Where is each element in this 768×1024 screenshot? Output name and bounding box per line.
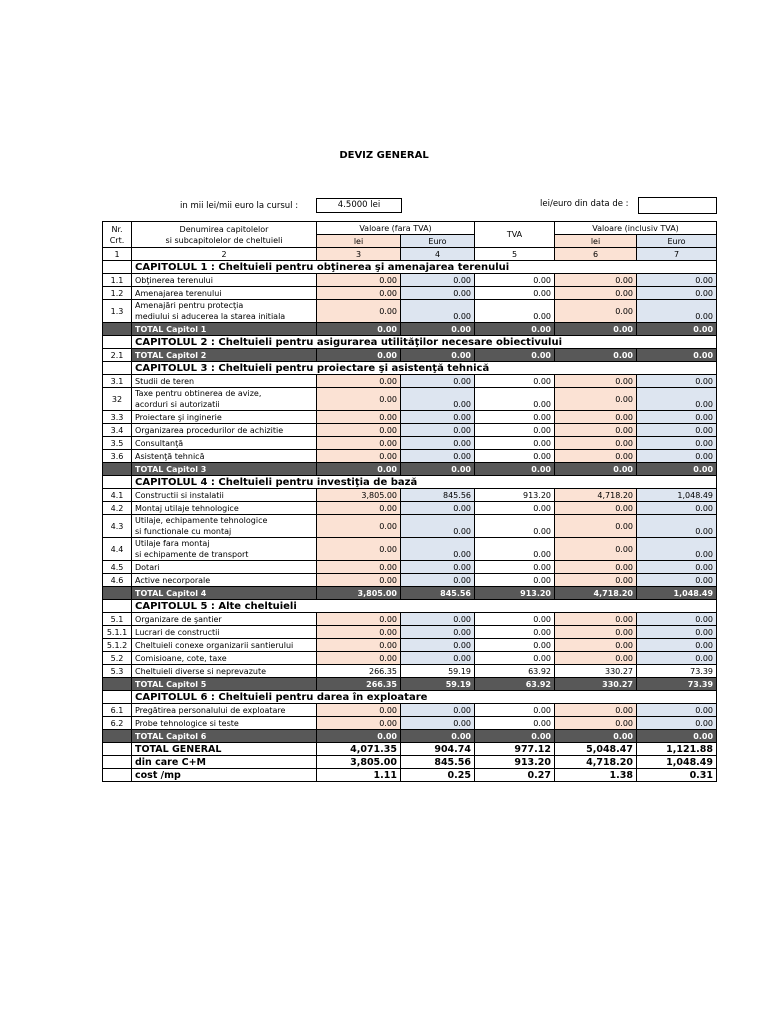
row-name: Probe tehnologice si teste bbox=[132, 717, 317, 730]
chapter-6-row bbox=[103, 691, 717, 704]
row-nr: 6.2 bbox=[103, 717, 132, 730]
cell-euro-incl: 0.00 bbox=[637, 652, 717, 665]
chapter-3-row bbox=[103, 362, 717, 375]
total-row bbox=[103, 730, 717, 743]
cell-euro-incl: 0.00 bbox=[637, 287, 717, 300]
cell-lei[interactable]: 266.35 bbox=[317, 665, 401, 678]
cell-lei[interactable]: 0.00 bbox=[317, 502, 401, 515]
rate-date-field[interactable] bbox=[638, 197, 717, 214]
cell-euro-incl: 0.00 bbox=[637, 626, 717, 639]
cell-lei-incl: 0.00 bbox=[555, 437, 637, 450]
row-name: Taxe pentru obtinerea de avize, acorduri si autorizatii bbox=[132, 388, 317, 411]
cell-euro-incl: 0.00 bbox=[637, 561, 717, 574]
cell-euro: 845.56 bbox=[401, 587, 475, 600]
cell-euro-incl: 0.00 bbox=[637, 388, 717, 411]
cell-lei-incl: 4,718.20 bbox=[555, 489, 637, 502]
cell-euro: 0.00 bbox=[401, 287, 475, 300]
cell-lei-incl: 0.00 bbox=[555, 388, 637, 411]
chapter-5-row bbox=[103, 600, 717, 613]
cell-euro: 0.00 bbox=[401, 538, 475, 561]
row-name: Organizarea procedurilor de achizitie bbox=[132, 424, 317, 437]
cell-lei[interactable]: 3,805.00 bbox=[317, 489, 401, 502]
total-label: TOTAL Capitol 1 bbox=[132, 323, 317, 336]
cell-lei-incl: 1.38 bbox=[555, 769, 637, 782]
cell-tva: 913.20 bbox=[475, 489, 555, 502]
chapter-4-row bbox=[103, 476, 717, 489]
col-num: 2 bbox=[132, 248, 317, 261]
row-name: Studii de teren bbox=[132, 375, 317, 388]
row-nr: 1.3 bbox=[103, 300, 132, 323]
cell-euro-incl: 0.00 bbox=[637, 502, 717, 515]
cell-euro-incl: 0.00 bbox=[637, 323, 717, 336]
chapter-title: CAPITOLUL 3 : Cheltuieli pentru proiectare şi asistenţă tehnică bbox=[132, 362, 717, 375]
cell-euro: 0.00 bbox=[401, 561, 475, 574]
row-nr: 1.2 bbox=[103, 287, 132, 300]
rate-date-label: lei/euro din data de : bbox=[540, 199, 629, 209]
col-num: 7 bbox=[637, 248, 717, 261]
cell-euro: 0.00 bbox=[401, 349, 475, 362]
cell-lei-incl: 0.00 bbox=[555, 613, 637, 626]
cell-euro-incl: 0.00 bbox=[637, 349, 717, 362]
row-nr: 3.3 bbox=[103, 411, 132, 424]
cell-euro-incl: 0.00 bbox=[637, 639, 717, 652]
cell-lei[interactable]: 0.00 bbox=[317, 274, 401, 287]
chapter-1-row bbox=[103, 261, 717, 274]
cell-euro: 59.19 bbox=[401, 678, 475, 691]
cell-lei[interactable]: 0.00 bbox=[317, 538, 401, 561]
cell-euro-incl: 0.00 bbox=[637, 411, 717, 424]
total-label: TOTAL Capitol 3 bbox=[132, 463, 317, 476]
cell-lei-incl: 0.00 bbox=[555, 652, 637, 665]
cost-per-mp-row bbox=[103, 769, 717, 782]
row-name: Comisioane, cote, taxe bbox=[132, 652, 317, 665]
cell-lei: 0.00 bbox=[317, 730, 401, 743]
cell-lei-incl: 0.00 bbox=[555, 300, 637, 323]
cell-euro: 0.00 bbox=[401, 375, 475, 388]
cell-euro: 904.74 bbox=[401, 743, 475, 756]
table-row bbox=[103, 704, 717, 717]
cell-euro: 0.00 bbox=[401, 502, 475, 515]
total-row bbox=[103, 349, 717, 362]
row-nr: 3.4 bbox=[103, 424, 132, 437]
chapter-title: CAPITOLUL 1 : Cheltuieli pentru obţinerea şi amenajarea terenului bbox=[132, 261, 717, 274]
table-row bbox=[103, 437, 717, 450]
cell-tva: 63.92 bbox=[475, 665, 555, 678]
table-row bbox=[103, 717, 717, 730]
cell-euro: 0.00 bbox=[401, 613, 475, 626]
cell-lei-incl: 330.27 bbox=[555, 678, 637, 691]
total-row bbox=[103, 463, 717, 476]
cell-lei[interactable]: 0.00 bbox=[317, 437, 401, 450]
cell-tva: 0.00 bbox=[475, 388, 555, 411]
cell-euro-incl: 0.00 bbox=[637, 450, 717, 463]
cell-tva: 0.00 bbox=[475, 323, 555, 336]
chapter-title: CAPITOLUL 6 : Cheltuieli pentru darea în exploatare bbox=[132, 691, 717, 704]
cell-tva: 0.00 bbox=[475, 717, 555, 730]
table-row bbox=[103, 613, 717, 626]
cell-euro-incl: 1,121.88 bbox=[637, 743, 717, 756]
row-nr: 4.2 bbox=[103, 502, 132, 515]
table-row bbox=[103, 274, 717, 287]
row-name: Dotari bbox=[132, 561, 317, 574]
cell-tva: 0.00 bbox=[475, 502, 555, 515]
cell-lei-incl: 0.00 bbox=[555, 515, 637, 538]
cell-euro-incl: 0.00 bbox=[637, 300, 717, 323]
total-row bbox=[103, 323, 717, 336]
cell-lei: 0.00 bbox=[317, 463, 401, 476]
cell-euro-incl: 73.39 bbox=[637, 665, 717, 678]
row-name: Active necorporale bbox=[132, 574, 317, 587]
cell-tva: 0.00 bbox=[475, 300, 555, 323]
cell-lei-incl: 0.00 bbox=[555, 639, 637, 652]
summary-label: cost /mp bbox=[132, 769, 317, 782]
cell-tva: 0.00 bbox=[475, 437, 555, 450]
col-num: 3 bbox=[317, 248, 401, 261]
cell-euro-incl: 1,048.49 bbox=[637, 489, 717, 502]
cell-euro: 0.00 bbox=[401, 411, 475, 424]
cell-lei[interactable]: 0.00 bbox=[317, 639, 401, 652]
cell-lei-incl: 0.00 bbox=[555, 730, 637, 743]
cell-lei-incl: 0.00 bbox=[555, 287, 637, 300]
row-name: Amenajări pentru protecţia mediului si aducerea la starea initiala bbox=[132, 300, 317, 323]
row-nr: 5.1 bbox=[103, 613, 132, 626]
cell-tva: 0.00 bbox=[475, 639, 555, 652]
cell-euro: 0.00 bbox=[401, 730, 475, 743]
cell-lei[interactable]: 0.00 bbox=[317, 574, 401, 587]
row-nr: 4.4 bbox=[103, 538, 132, 561]
row-name: Cheltuieli diverse si neprevazute bbox=[132, 665, 317, 678]
cell-tva: 0.00 bbox=[475, 274, 555, 287]
cell-tva: 0.27 bbox=[475, 769, 555, 782]
table-row bbox=[103, 515, 717, 538]
header-numbers-row bbox=[103, 248, 717, 261]
col-num: 5 bbox=[475, 248, 555, 261]
cell-euro: 0.00 bbox=[401, 626, 475, 639]
cell-tva: 0.00 bbox=[475, 287, 555, 300]
row-nr: 32 bbox=[103, 388, 132, 411]
cell-tva: 0.00 bbox=[475, 613, 555, 626]
row-name: Amenajarea terenului bbox=[132, 287, 317, 300]
cell-euro: 845.56 bbox=[401, 489, 475, 502]
cell-euro: 0.00 bbox=[401, 437, 475, 450]
table-row bbox=[103, 489, 717, 502]
cell-euro: 59.19 bbox=[401, 665, 475, 678]
total-row bbox=[103, 678, 717, 691]
header-lei: lei bbox=[317, 235, 401, 248]
cell-lei-incl: 0.00 bbox=[555, 450, 637, 463]
cell-lei: 0.00 bbox=[317, 349, 401, 362]
cell-euro: 0.00 bbox=[401, 704, 475, 717]
header-euro: Euro bbox=[401, 235, 475, 248]
cell-euro-incl: 0.00 bbox=[637, 463, 717, 476]
cell-euro-incl: 0.00 bbox=[637, 717, 717, 730]
cell-lei-incl: 0.00 bbox=[555, 502, 637, 515]
row-name: Utilaje fara montaj si echipamente de transport bbox=[132, 538, 317, 561]
cell-lei-incl: 0.00 bbox=[555, 574, 637, 587]
document-title: DEVIZ GENERAL bbox=[339, 150, 429, 161]
chapter-2-row bbox=[103, 336, 717, 349]
chapter-title: CAPITOLUL 4 : Cheltuieli pentru investiţia de bază bbox=[132, 476, 717, 489]
cell-euro: 0.00 bbox=[401, 424, 475, 437]
cell-lei: 4,071.35 bbox=[317, 743, 401, 756]
cell-euro: 0.00 bbox=[401, 652, 475, 665]
cell-tva: 977.12 bbox=[475, 743, 555, 756]
summary-label: TOTAL GENERAL bbox=[132, 743, 317, 756]
exchange-rate-field[interactable]: 4.5000 lei bbox=[316, 198, 402, 213]
row-name: Constructii si instalatii bbox=[132, 489, 317, 502]
cell-lei: 0.00 bbox=[317, 323, 401, 336]
cell-lei[interactable]: 0.00 bbox=[317, 704, 401, 717]
cell-lei-incl: 4,718.20 bbox=[555, 587, 637, 600]
cell-lei[interactable]: 0.00 bbox=[317, 626, 401, 639]
cell-euro-incl: 0.00 bbox=[637, 538, 717, 561]
table-row bbox=[103, 388, 717, 411]
row-nr: 3.6 bbox=[103, 450, 132, 463]
row-nr: 5.2 bbox=[103, 652, 132, 665]
cell-euro: 0.00 bbox=[401, 450, 475, 463]
row-name: Montaj utilaje tehnologice bbox=[132, 502, 317, 515]
row-nr: 5.1.2 bbox=[103, 639, 132, 652]
cell-tva: 63.92 bbox=[475, 678, 555, 691]
cell-euro-incl: 0.00 bbox=[637, 574, 717, 587]
cell-tva: 0.00 bbox=[475, 515, 555, 538]
cell-lei: 266.35 bbox=[317, 678, 401, 691]
cell-euro: 0.00 bbox=[401, 274, 475, 287]
table-row bbox=[103, 665, 717, 678]
cell-lei[interactable]: 0.00 bbox=[317, 375, 401, 388]
cell-euro: 0.00 bbox=[401, 323, 475, 336]
total-label: TOTAL Capitol 5 bbox=[132, 678, 317, 691]
header-nr: Nr. Crt. bbox=[103, 222, 132, 248]
cell-lei[interactable]: 0.00 bbox=[317, 411, 401, 424]
cell-lei[interactable]: 0.00 bbox=[317, 561, 401, 574]
row-nr: 5.1.1 bbox=[103, 626, 132, 639]
total-row bbox=[103, 587, 717, 600]
cell-lei-incl: 0.00 bbox=[555, 463, 637, 476]
summary-label: din care C+M bbox=[132, 756, 317, 769]
row-nr: 1.1 bbox=[103, 274, 132, 287]
cell-euro-incl: 73.39 bbox=[637, 678, 717, 691]
header-lei-incl: lei bbox=[555, 235, 637, 248]
cell-tva: 0.00 bbox=[475, 574, 555, 587]
cell-tva: 0.00 bbox=[475, 626, 555, 639]
cell-tva: 0.00 bbox=[475, 652, 555, 665]
table-row bbox=[103, 411, 717, 424]
header-val-incl-tva: Valoare (inclusiv TVA) bbox=[555, 222, 717, 235]
cell-tva: 913.20 bbox=[475, 756, 555, 769]
cell-euro-incl: 1,048.49 bbox=[637, 756, 717, 769]
table-row bbox=[103, 561, 717, 574]
chapter-title: CAPITOLUL 2 : Cheltuieli pentru asigurarea utilităţilor necesare obiectivului bbox=[132, 336, 717, 349]
cell-euro: 0.00 bbox=[401, 463, 475, 476]
cell-lei[interactable]: 0.00 bbox=[317, 515, 401, 538]
table-row bbox=[103, 639, 717, 652]
cell-lei: 3,805.00 bbox=[317, 756, 401, 769]
cell-euro: 0.25 bbox=[401, 769, 475, 782]
cell-euro-incl: 0.00 bbox=[637, 515, 717, 538]
cell-lei[interactable]: 0.00 bbox=[317, 613, 401, 626]
row-name: Pregătirea personalului de exploatare bbox=[132, 704, 317, 717]
exchange-rate-label: in mii lei/mii euro la cursul : bbox=[180, 201, 299, 211]
row-name: Proiectare şi inginerie bbox=[132, 411, 317, 424]
table-row bbox=[103, 375, 717, 388]
table-row bbox=[103, 652, 717, 665]
cell-euro: 0.00 bbox=[401, 515, 475, 538]
table-row bbox=[103, 300, 717, 323]
total-label: TOTAL Capitol 6 bbox=[132, 730, 317, 743]
cell-lei-incl: 0.00 bbox=[555, 323, 637, 336]
cell-lei[interactable]: 0.00 bbox=[317, 300, 401, 323]
cell-tva: 0.00 bbox=[475, 538, 555, 561]
cell-lei-incl: 0.00 bbox=[555, 274, 637, 287]
cell-lei-incl: 330.27 bbox=[555, 665, 637, 678]
table-row bbox=[103, 287, 717, 300]
header-val-fara-tva: Valoare (fara TVA) bbox=[317, 222, 475, 235]
total-label: TOTAL Capitol 2 bbox=[132, 349, 317, 362]
cell-euro: 0.00 bbox=[401, 300, 475, 323]
cell-lei-incl: 4,718.20 bbox=[555, 756, 637, 769]
cell-euro-incl: 1,048.49 bbox=[637, 587, 717, 600]
cell-euro-incl: 0.00 bbox=[637, 613, 717, 626]
estimate-table bbox=[102, 221, 717, 782]
cell-lei-incl: 0.00 bbox=[555, 411, 637, 424]
cell-lei-incl: 0.00 bbox=[555, 538, 637, 561]
total-general-row bbox=[103, 743, 717, 756]
row-name: Organizare de şantier bbox=[132, 613, 317, 626]
cell-tva: 0.00 bbox=[475, 411, 555, 424]
row-nr: 3.1 bbox=[103, 375, 132, 388]
row-nr: 4.6 bbox=[103, 574, 132, 587]
cell-euro: 0.00 bbox=[401, 717, 475, 730]
cell-euro: 0.00 bbox=[401, 574, 475, 587]
cell-tva: 0.00 bbox=[475, 561, 555, 574]
row-name: Consultanţă bbox=[132, 437, 317, 450]
cell-lei[interactable]: 0.00 bbox=[317, 717, 401, 730]
cell-lei-incl: 0.00 bbox=[555, 626, 637, 639]
cell-lei[interactable]: 0.00 bbox=[317, 388, 401, 411]
cell-lei[interactable]: 0.00 bbox=[317, 287, 401, 300]
header-tva: TVA bbox=[475, 222, 555, 248]
row-nr: 4.5 bbox=[103, 561, 132, 574]
table-row bbox=[103, 450, 717, 463]
cell-lei-incl: 0.00 bbox=[555, 704, 637, 717]
cell-lei-incl: 0.00 bbox=[555, 349, 637, 362]
table-row bbox=[103, 574, 717, 587]
chapter-title: CAPITOLUL 5 : Alte cheltuieli bbox=[132, 600, 717, 613]
cell-lei-incl: 0.00 bbox=[555, 717, 637, 730]
table-row bbox=[103, 424, 717, 437]
cell-euro-incl: 0.31 bbox=[637, 769, 717, 782]
cell-tva: 0.00 bbox=[475, 463, 555, 476]
row-name: Asistenţă tehnică bbox=[132, 450, 317, 463]
row-nr: 2.1 bbox=[103, 349, 132, 362]
cell-lei[interactable]: 0.00 bbox=[317, 652, 401, 665]
row-nr: 4.3 bbox=[103, 515, 132, 538]
row-name: Utilaje, echipamente tehnologice si functionale cu montaj bbox=[132, 515, 317, 538]
header-denumire: Denumirea capitolelor si subcapitolelor de cheltuieli bbox=[132, 222, 317, 248]
row-nr: 5.3 bbox=[103, 665, 132, 678]
cell-tva: 0.00 bbox=[475, 349, 555, 362]
cell-tva: 0.00 bbox=[475, 704, 555, 717]
total-label: TOTAL Capitol 4 bbox=[132, 587, 317, 600]
cell-euro: 0.00 bbox=[401, 388, 475, 411]
cell-tva: 0.00 bbox=[475, 375, 555, 388]
cell-lei-incl: 0.00 bbox=[555, 561, 637, 574]
cell-euro-incl: 0.00 bbox=[637, 274, 717, 287]
col-num: 6 bbox=[555, 248, 637, 261]
cell-euro: 0.00 bbox=[401, 639, 475, 652]
row-name: Lucrari de constructii bbox=[132, 626, 317, 639]
cell-tva: 913.20 bbox=[475, 587, 555, 600]
cell-euro-incl: 0.00 bbox=[637, 704, 717, 717]
row-name: Cheltuieli conexe organizarii santierului bbox=[132, 639, 317, 652]
col-num: 4 bbox=[401, 248, 475, 261]
row-nr: 6.1 bbox=[103, 704, 132, 717]
cell-lei[interactable]: 0.00 bbox=[317, 450, 401, 463]
cell-lei[interactable]: 0.00 bbox=[317, 424, 401, 437]
cell-euro-incl: 0.00 bbox=[637, 424, 717, 437]
cell-euro-incl: 0.00 bbox=[637, 730, 717, 743]
cell-lei: 3,805.00 bbox=[317, 587, 401, 600]
cell-tva: 0.00 bbox=[475, 450, 555, 463]
cell-lei: 1.11 bbox=[317, 769, 401, 782]
cell-lei-incl: 5,048.47 bbox=[555, 743, 637, 756]
row-nr: 4.1 bbox=[103, 489, 132, 502]
row-name: Obţinerea terenului bbox=[132, 274, 317, 287]
cell-euro-incl: 0.00 bbox=[637, 375, 717, 388]
col-num: 1 bbox=[103, 248, 132, 261]
cm-row bbox=[103, 756, 717, 769]
header-euro-incl: Euro bbox=[637, 235, 717, 248]
row-nr: 3.5 bbox=[103, 437, 132, 450]
cell-euro-incl: 0.00 bbox=[637, 437, 717, 450]
cell-tva: 0.00 bbox=[475, 424, 555, 437]
table-row bbox=[103, 502, 717, 515]
table-row bbox=[103, 626, 717, 639]
cell-tva: 0.00 bbox=[475, 730, 555, 743]
header-row bbox=[103, 222, 717, 235]
cell-lei-incl: 0.00 bbox=[555, 424, 637, 437]
cell-euro: 845.56 bbox=[401, 756, 475, 769]
table-row bbox=[103, 538, 717, 561]
cell-lei-incl: 0.00 bbox=[555, 375, 637, 388]
